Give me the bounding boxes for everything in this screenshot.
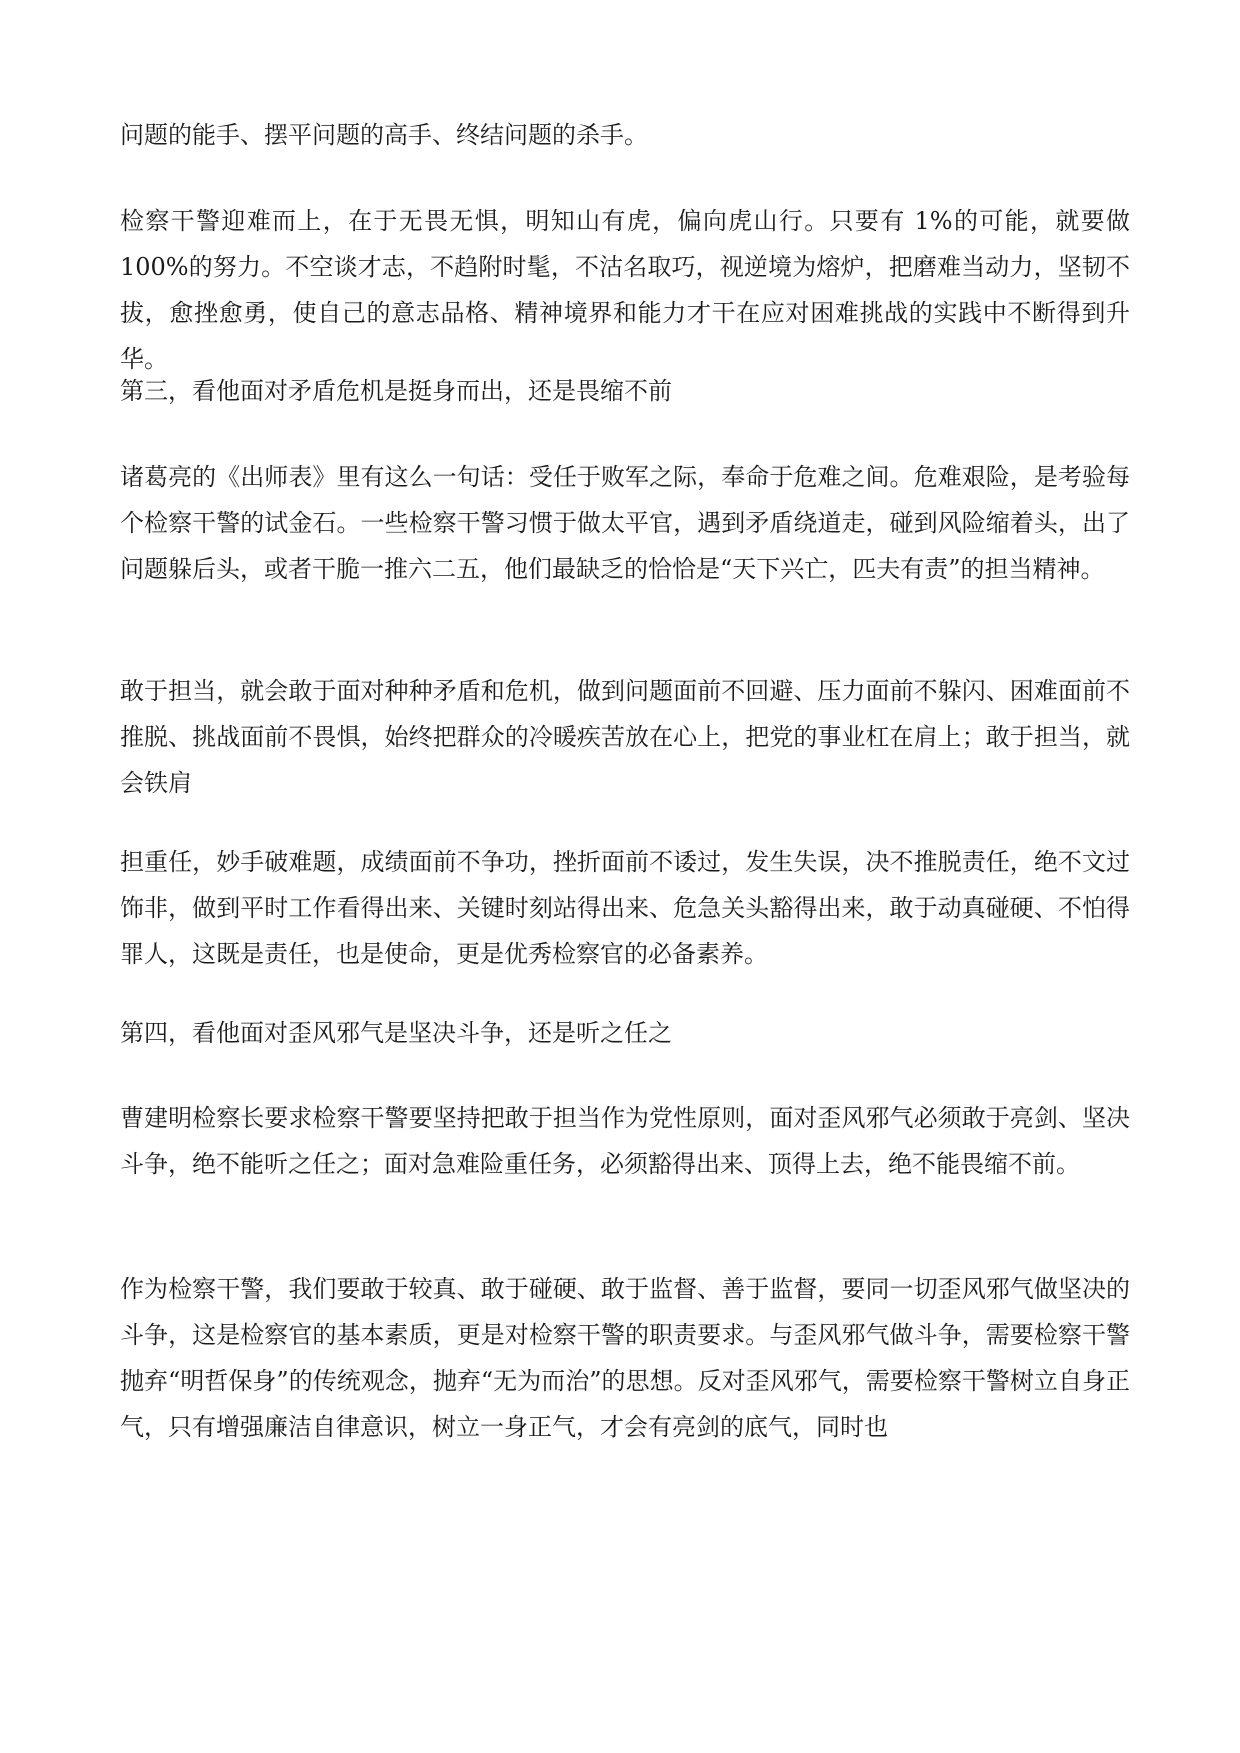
paragraph-body: 检察干警迎难而上，在于无畏无惧，明知山有虎，偏向虎山行。只要有 1%的可能，就要做 100%的努力。不空谈才志，不趋附时髦，不沽名取巧，视逆境为熔炉，把磨难当动力，坚韧不拔，愈挫愈勇，使自己的意志品格、精神境界和能力才干在应对困难挑战的实践中不断得到升华。	[120, 207, 1130, 373]
paragraph-continuation: 问题的能手、摆平问题的高手、终结问题的杀手。	[120, 121, 648, 149]
section-heading-fourth: 第四，看他面对歪风邪气是坚决斗争，还是听之任之	[120, 1019, 672, 1047]
paragraph-body: 诸葛亮的《出师表》里有这么一句话：受任于败军之际，奉命于危难之间。危难艰险，是考验每个检察干警的试金石。一些检察干警习惯于做太平官，遇到矛盾绕道走，碰到风险缩着头，出了问题躲后头，或者干脆一推六二五，他们最缺乏的恰恰是“天下兴亡，匹夫有责”的担当精神。	[120, 463, 1130, 583]
section-heading-third: 第三，看他面对矛盾危机是挺身而出，还是畏缩不前	[120, 377, 672, 405]
paragraph-body: 敢于担当，就会敢于面对种种矛盾和危机，做到问题面前不回避、压力面前不躲闪、困难面前不推脱、挑战面前不畏惧，始终把群众的冷暖疾苦放在心上，把党的事业杠在肩上；敢于担当，就会铁肩	[120, 677, 1130, 797]
paragraph-body: 担重任，妙手破难题，成绩面前不争功，挫折面前不诿过，发生失误，决不推脱责任，绝不文过饰非，做到平时工作看得出来、关键时刻站得出来、危急关头豁得出来，敢于动真碰硬、不怕得罪人，这既是责任，也是使命，更是优秀检察官的必备素养。	[120, 848, 1130, 968]
paragraph-body: 作为检察干警，我们要敢于较真、敢于碰硬、敢于监督、善于监督，要同一切歪风邪气做坚决的斗争，这是检察官的基本素质，更是对检察干警的职责要求。与歪风邪气做斗争，需要检察干警抛弃“明哲保身”的传统观念，抛弃“无为而治”的思想。反对歪风邪气，需要检察干警树立自身正气，只有增强廉洁自律意识，树立一身正气，才会有亮剑的底气，同时也	[120, 1275, 1130, 1441]
paragraph-body: 曹建明检察长要求检察干警要坚持把敢于担当作为党性原则，面对歪风邪气必须敢于亮剑、坚决斗争，绝不能听之任之；面对急难险重任务，必须豁得出来、顶得上去，绝不能畏缩不前。	[120, 1104, 1130, 1178]
